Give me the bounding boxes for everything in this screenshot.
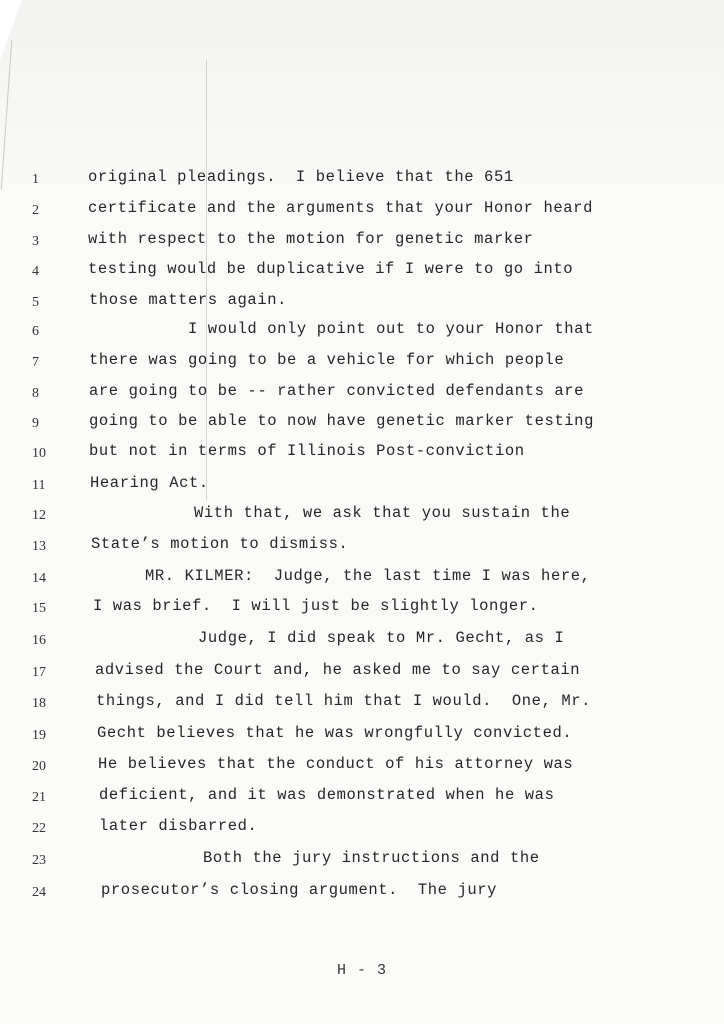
line-text: Judge, I did speak to Mr. Gecht, as I [198, 629, 565, 647]
line-number: 2 [32, 203, 39, 218]
line-text: Gecht believes that he was wrongfully convicted. [97, 724, 573, 742]
line-number: 4 [32, 264, 39, 279]
transcript-line [0, 440, 724, 468]
transcript-line [0, 289, 724, 317]
line-number: 3 [32, 234, 39, 249]
line-number: 11 [32, 478, 46, 493]
line-text: with respect to the motion for genetic marker [88, 230, 534, 248]
line-text: original pleadings. I believe that the 651 [88, 168, 514, 186]
transcript-line [0, 847, 724, 875]
line-number: 20 [32, 759, 46, 774]
transcript-line [0, 258, 724, 286]
transcript-line [0, 690, 724, 718]
line-number: 8 [32, 386, 39, 401]
line-text: I would only point out to your Honor that [188, 320, 594, 338]
line-text: there was going to be a vehicle for which people [89, 351, 565, 369]
line-text: advised the Court and, he asked me to say certain [95, 661, 581, 679]
transcript-line [0, 753, 724, 781]
transcript-line [0, 166, 724, 194]
transcript-line [0, 815, 724, 843]
line-text: State’s motion to dismiss. [91, 535, 349, 553]
page-number-footer: H - 3 [336, 962, 387, 979]
line-number: 13 [32, 539, 46, 554]
line-text: Both the jury instructions and the [203, 849, 540, 867]
line-number: 23 [32, 853, 46, 868]
line-text: testing would be duplicative if I were to go into [88, 260, 574, 278]
transcript-line [0, 197, 724, 225]
line-text: things, and I did tell him that I would. One, Mr. [96, 692, 592, 710]
transcript-line [0, 349, 724, 377]
transcript-line [0, 502, 724, 530]
line-text: certificate and the arguments that your Honor heard [88, 199, 593, 217]
transcript-line [0, 472, 724, 500]
line-number: 24 [32, 885, 46, 900]
transcript-line [0, 595, 724, 623]
line-number: 15 [32, 601, 46, 616]
line-number: 21 [32, 790, 46, 805]
transcript-line [0, 228, 724, 256]
line-text: but not in terms of Illinois Post-conviction [89, 442, 525, 460]
line-number: 12 [32, 508, 46, 523]
transcript-line [0, 784, 724, 812]
line-text: prosecutor’s closing argument. The jury [101, 881, 498, 899]
line-number: 1 [32, 172, 39, 187]
line-text: With that, we ask that you sustain the [194, 504, 571, 522]
line-number: 7 [32, 355, 39, 370]
line-number: 17 [32, 665, 46, 680]
transcript-line [0, 533, 724, 561]
transcript-line [0, 879, 724, 907]
line-number: 16 [32, 633, 46, 648]
line-number: 6 [32, 324, 39, 339]
line-number: 19 [32, 728, 46, 743]
line-text: MR. KILMER: Judge, the last time I was here, [145, 567, 591, 585]
transcript-line [0, 380, 724, 408]
line-text: I was brief. I will just be slightly longer. [93, 597, 539, 615]
line-text: deficient, and it was demonstrated when he was [99, 786, 555, 804]
transcript-line [0, 410, 724, 438]
line-text: He believes that the conduct of his attorney was [98, 755, 574, 773]
line-number: 5 [32, 295, 39, 310]
transcript-line [0, 627, 724, 655]
line-number: 9 [32, 416, 39, 431]
line-text: later disbarred. [99, 817, 258, 835]
line-text: Hearing Act. [90, 474, 209, 492]
line-text: are going to be -- rather convicted defendants are [89, 382, 585, 400]
transcript-line [0, 659, 724, 687]
line-text: those matters again. [89, 291, 288, 309]
transcript-line [0, 722, 724, 750]
line-text: going to be able to now have genetic marker testing [89, 412, 594, 430]
line-number: 22 [32, 821, 46, 836]
transcript-line [0, 565, 724, 593]
line-number: 18 [32, 696, 46, 711]
transcript-line [0, 318, 724, 346]
line-number: 14 [32, 571, 46, 586]
line-number: 10 [32, 446, 46, 461]
